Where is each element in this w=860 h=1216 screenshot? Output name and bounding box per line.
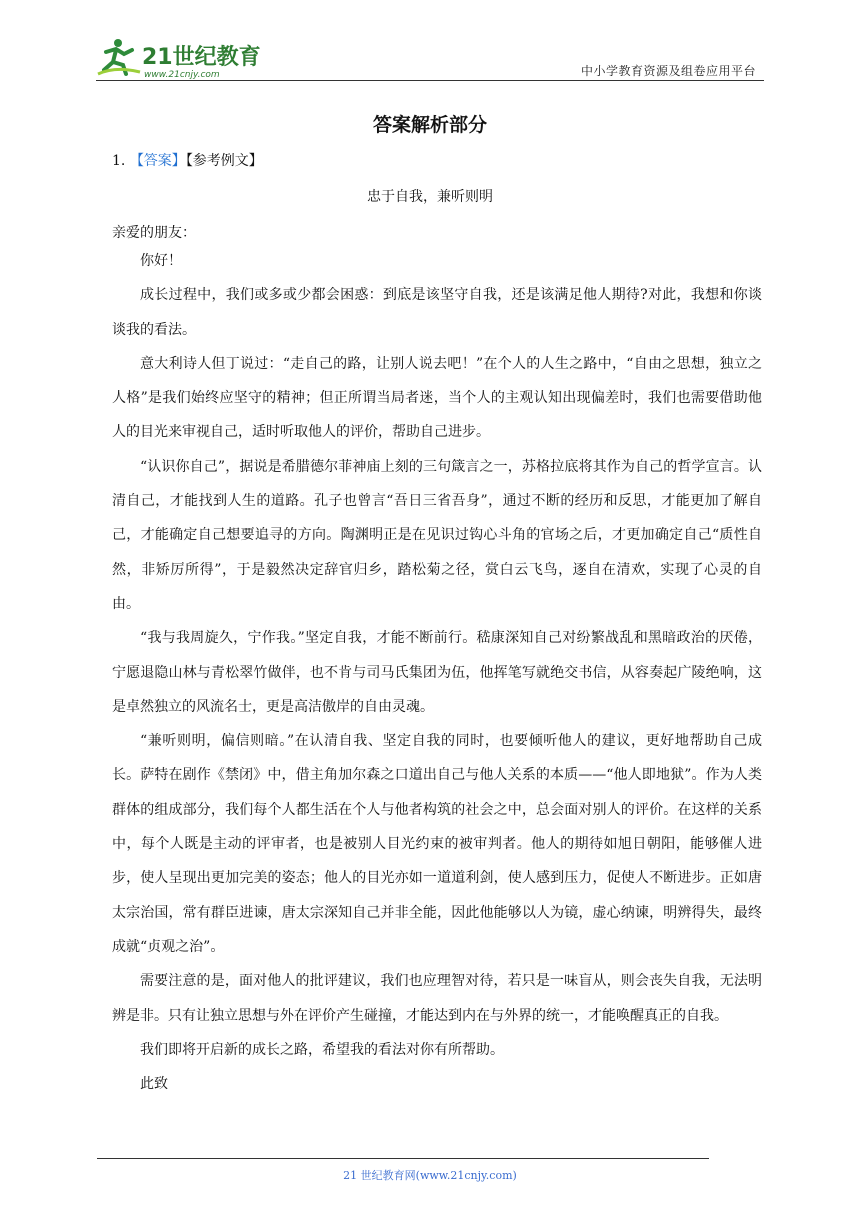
section-title: 答案解析部分: [372, 114, 487, 136]
essay-paragraph: 成长过程中，我们或多或少都会困惑：到底是该坚守自我，还是该满足他人期待?对此，我想和你谈谈我的看法。: [112, 287, 762, 338]
platform-name: 中小学教育资源及组卷应用平台: [580, 64, 756, 78]
essay-paragraph: 需要注意的是，面对他人的批评建议，我们也应理智对待，若只是一味盲从，则会丧失自我，无法明辨是非。只有让独立思想与外在评价产生碰撞，才能达到内在与外界的统一，才能唤醒真正的自我。: [112, 973, 762, 1024]
header-divider: [96, 80, 764, 81]
essay-title: 忠于自我，兼听则明: [367, 189, 493, 205]
essay-body: [112, 244, 762, 1101]
example-tag: 【参考例文】: [185, 153, 263, 169]
essay-salutation: 亲爱的朋友：: [112, 225, 196, 241]
svg-text:21世纪教育: 21世纪教育: [142, 45, 261, 70]
question-line: [112, 150, 263, 170]
essay-paragraph: “兼听则明，偏信则暗。”在认清自我、坚定自我的同时，也要倾听他人的建议，更好地帮助自己成长。萨特在剧作《禁闭》中，借主角加尔森之口道出自己与他人关系的本质——“他人即地狱”。作为人类群体的组成部分，我们每个人都生活在个人与他者构筑的社会之中，总会面对别人的评价。在这样的关系中，每个人既是主动的评审者，也是被别人目光约束的被审判者。他人的期待如旭日朝阳，能够催人进步，使人呈现出更加完美的姿态；他人的目光亦如一道道利剑，使人感到压力，促使人不断进步。正如唐太宗治国，常有群臣进谏，唐太宗深知自己并非全能，因此他能够以人为镜，虚心纳谏，明辨得失，最终成就“贞观之治”。: [112, 733, 762, 955]
essay-paragraph: 此致: [140, 1076, 168, 1093]
essay-paragraph: “认识你自己”，据说是希腊德尔菲神庙上刻的三句箴言之一，苏格拉底将其作为自己的哲学宣言。认清自己，才能找到人生的道路。孔子也曾言“吾日三省吾身”，通过不断的经历和反思，才能更加了解自己，才能确定自己想要追寻的方向。陶渊明正是在见识过钩心斗角的官场之后，才更加确定自己“质性自然，非矫厉所得”，于是毅然决定辞官归乡，踏松菊之径，赏白云飞鸟，逐自在清欢，实现了心灵的自由。: [112, 458, 762, 612]
page-footer[interactable]: 21 世纪教育网(www.21cnjy.com): [343, 1169, 517, 1182]
page-header: [96, 32, 764, 82]
site-logo[interactable]: [96, 36, 286, 80]
essay-paragraph: 你好！: [140, 253, 182, 269]
svg-text:www.21cnjy.com: www.21cnjy.com: [144, 70, 220, 80]
essay-paragraph: 我们即将开启新的成长之路，希望我的看法对你有所帮助。: [140, 1041, 504, 1058]
question-number: 1.: [112, 153, 126, 169]
runner-logo-icon: [96, 36, 286, 80]
essay-paragraph: 意大利诗人但丁说过：“走自己的路，让别人说去吧！”在个人的人生之路中，“自由之思想，独立之人格”是我们始终应坚守的精神；但正所谓当局者迷，当个人的主观认知出现偏差时，我们也需要借助他人的目光来审视自己，适时听取他人的评价，帮助自己进步。: [112, 355, 762, 441]
footer-divider: [97, 1158, 709, 1159]
answer-tag: 【答案】: [129, 153, 186, 169]
essay-paragraph: “我与我周旋久，宁作我。”坚定自我，才能不断前行。嵇康深知自己对纷繁战乱和黑暗政治的厌倦，宁愿退隐山林与青松翠竹做伴，也不肯与司马氏集团为伍，他挥笔写就绝交书信，从容奏起广陵绝响，这是卓然独立的风流名士，更是高洁傲岸的自由灵魂。: [112, 630, 762, 715]
